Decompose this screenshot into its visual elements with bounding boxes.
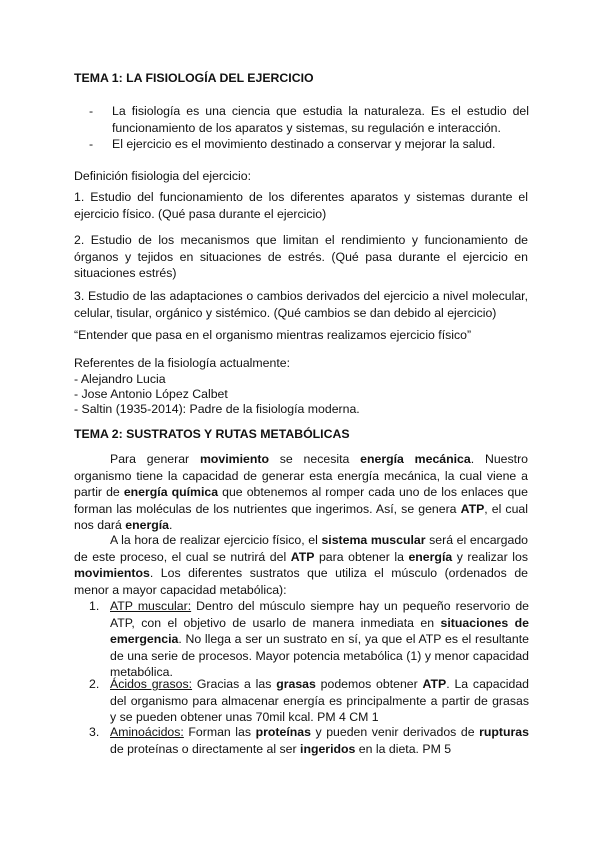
text-run: para obtener la [314,549,409,564]
bullet-text: El ejercicio es el movimiento destinado a conservar y mejorar la salud. [112,137,496,151]
text-run: , el cual nos dará [74,501,528,532]
referente-item: - Saltin (1935-2014): Padre de la fisiología moderna. [74,402,360,416]
text-run: . Los diferentes sustratos que utiliza el músculo (ordenados de menor a mayor capacidad metabólica): [74,566,528,597]
text-run: . Nuestro organismo tiene la capacidad de generar esta energía mecánica, la cual viene a partir de [74,452,528,499]
text-run: Para generar [110,452,200,466]
text-run: y realizar los [452,549,528,564]
bullet-dash: - [89,104,94,118]
bold-term: situaciones de emergencia [110,615,529,646]
list-number: 3. [89,725,100,739]
text-run: Dentro del músculo siempre hay un pequeño reservorio de ATP, con el objetivo de usarlo de manera inmediata en [110,599,529,630]
bold-term: energía [125,518,170,532]
referente-item: - Jose Antonio López Calbet [74,387,228,401]
list-number: 2. [89,677,100,691]
tema2-title: TEMA 2: SUSTRATOS Y RUTAS METABÓLICAS [74,427,350,441]
definition-heading: Definición fisiologia del ejercicio: [74,169,252,183]
tema1-title: TEMA 1: LA FISIOLOGÍA DEL EJERCICIO [74,71,314,85]
text-run: Forman las [183,725,256,739]
text-run: . [169,518,173,532]
bullet-text: La fisiología es una ciencia que estudia la naturaleza. Es el estudio del funcionamiento de los aparatos y sistemas, su regulación e interacción. [112,104,529,135]
paragraph-2 [74,532,528,598]
bold-term: ingeridos [300,741,356,756]
text-run: de proteínas o directamente al ser [110,741,301,756]
list-number: 1. [89,599,100,613]
list-text [110,598,529,681]
text-run: A la hora de realizar ejercicio físico, el [110,533,322,547]
list-label: Aminoácidos: [110,725,184,739]
bold-term: rupturas [479,725,529,739]
bold-term: sistema muscular [321,533,426,547]
text-run: Gracias a las [192,677,277,691]
bold-term: proteínas [255,725,311,739]
bold-term: energía mecánica [360,452,471,466]
text-run: y pueden venir derivados de [310,725,480,739]
list-label: Ácidos grasos: [110,677,193,691]
text-run: que obtenemos al romper cada uno de los enlaces que forman las moléculas de los nutrientes que ingerimos. Así, se genera [74,485,528,516]
text-run: será el encargado de este proceso, el cual se nutrirá del [74,533,528,564]
list-text [110,676,529,726]
text-run: podemos obtener [315,677,423,691]
referente-item: - Alejandro Lucia [74,372,166,386]
bold-term: ATP [460,501,485,516]
text-run: . La capacidad del organismo para almacenar energía es principalmente a partir de grasas y se pueden obtener unas 70mil kcal. PM 4 CM 1 [110,677,529,724]
list-item [89,598,529,681]
text-run: en la dieta. PM 5 [355,741,452,756]
bold-term: movimientos [74,566,150,580]
bold-term: grasas [276,677,316,691]
list-text [110,724,529,757]
bold-term: ATP [290,549,315,564]
definition-point-2: 2. Estudio de los mecanismos que limitan el rendimiento y funcionamiento de órganos y tejidos en situaciones de estrés. (Qué pasa durante el ejercicio en situaciones estrés) [74,233,528,280]
quote: “Entender que pasa en el organismo mientras realizamos ejercicio físico” [74,328,472,342]
bullet-item [89,136,529,153]
bold-term: ATP [422,677,447,691]
bold-term: energía química [123,485,219,499]
definition-point-3: 3. Estudio de las adaptaciones o cambios derivados del ejercicio a nivel molecular, celular, tisular, orgánico y sistémico. (Qué cambios se dan debido al ejercicio) [74,289,528,320]
bold-term: energía [408,549,453,564]
list-label: ATP muscular: [110,599,192,613]
bold-term: movimiento [199,452,269,466]
text-run: se necesita [268,452,361,466]
definition-point-1: 1. Estudio del funcionamiento de los diferentes aparatos y sistemas durante el ejercicio físico. (Qué pasa durante el ejercicio) [74,190,528,221]
list-item [89,676,529,726]
referentes-heading: Referentes de la fisiología actualmente: [74,356,291,370]
bullet-dash: - [89,137,94,151]
text-run: . No llega a ser un sustrato en sí, ya que el ATP es el resultante de una serie de procesos. Mayor potencia metabólica (1) y menor capacidad metabólica. [110,632,529,679]
list-item [89,724,529,757]
paragraph-1 [74,451,528,534]
bullet-item [89,103,529,136]
